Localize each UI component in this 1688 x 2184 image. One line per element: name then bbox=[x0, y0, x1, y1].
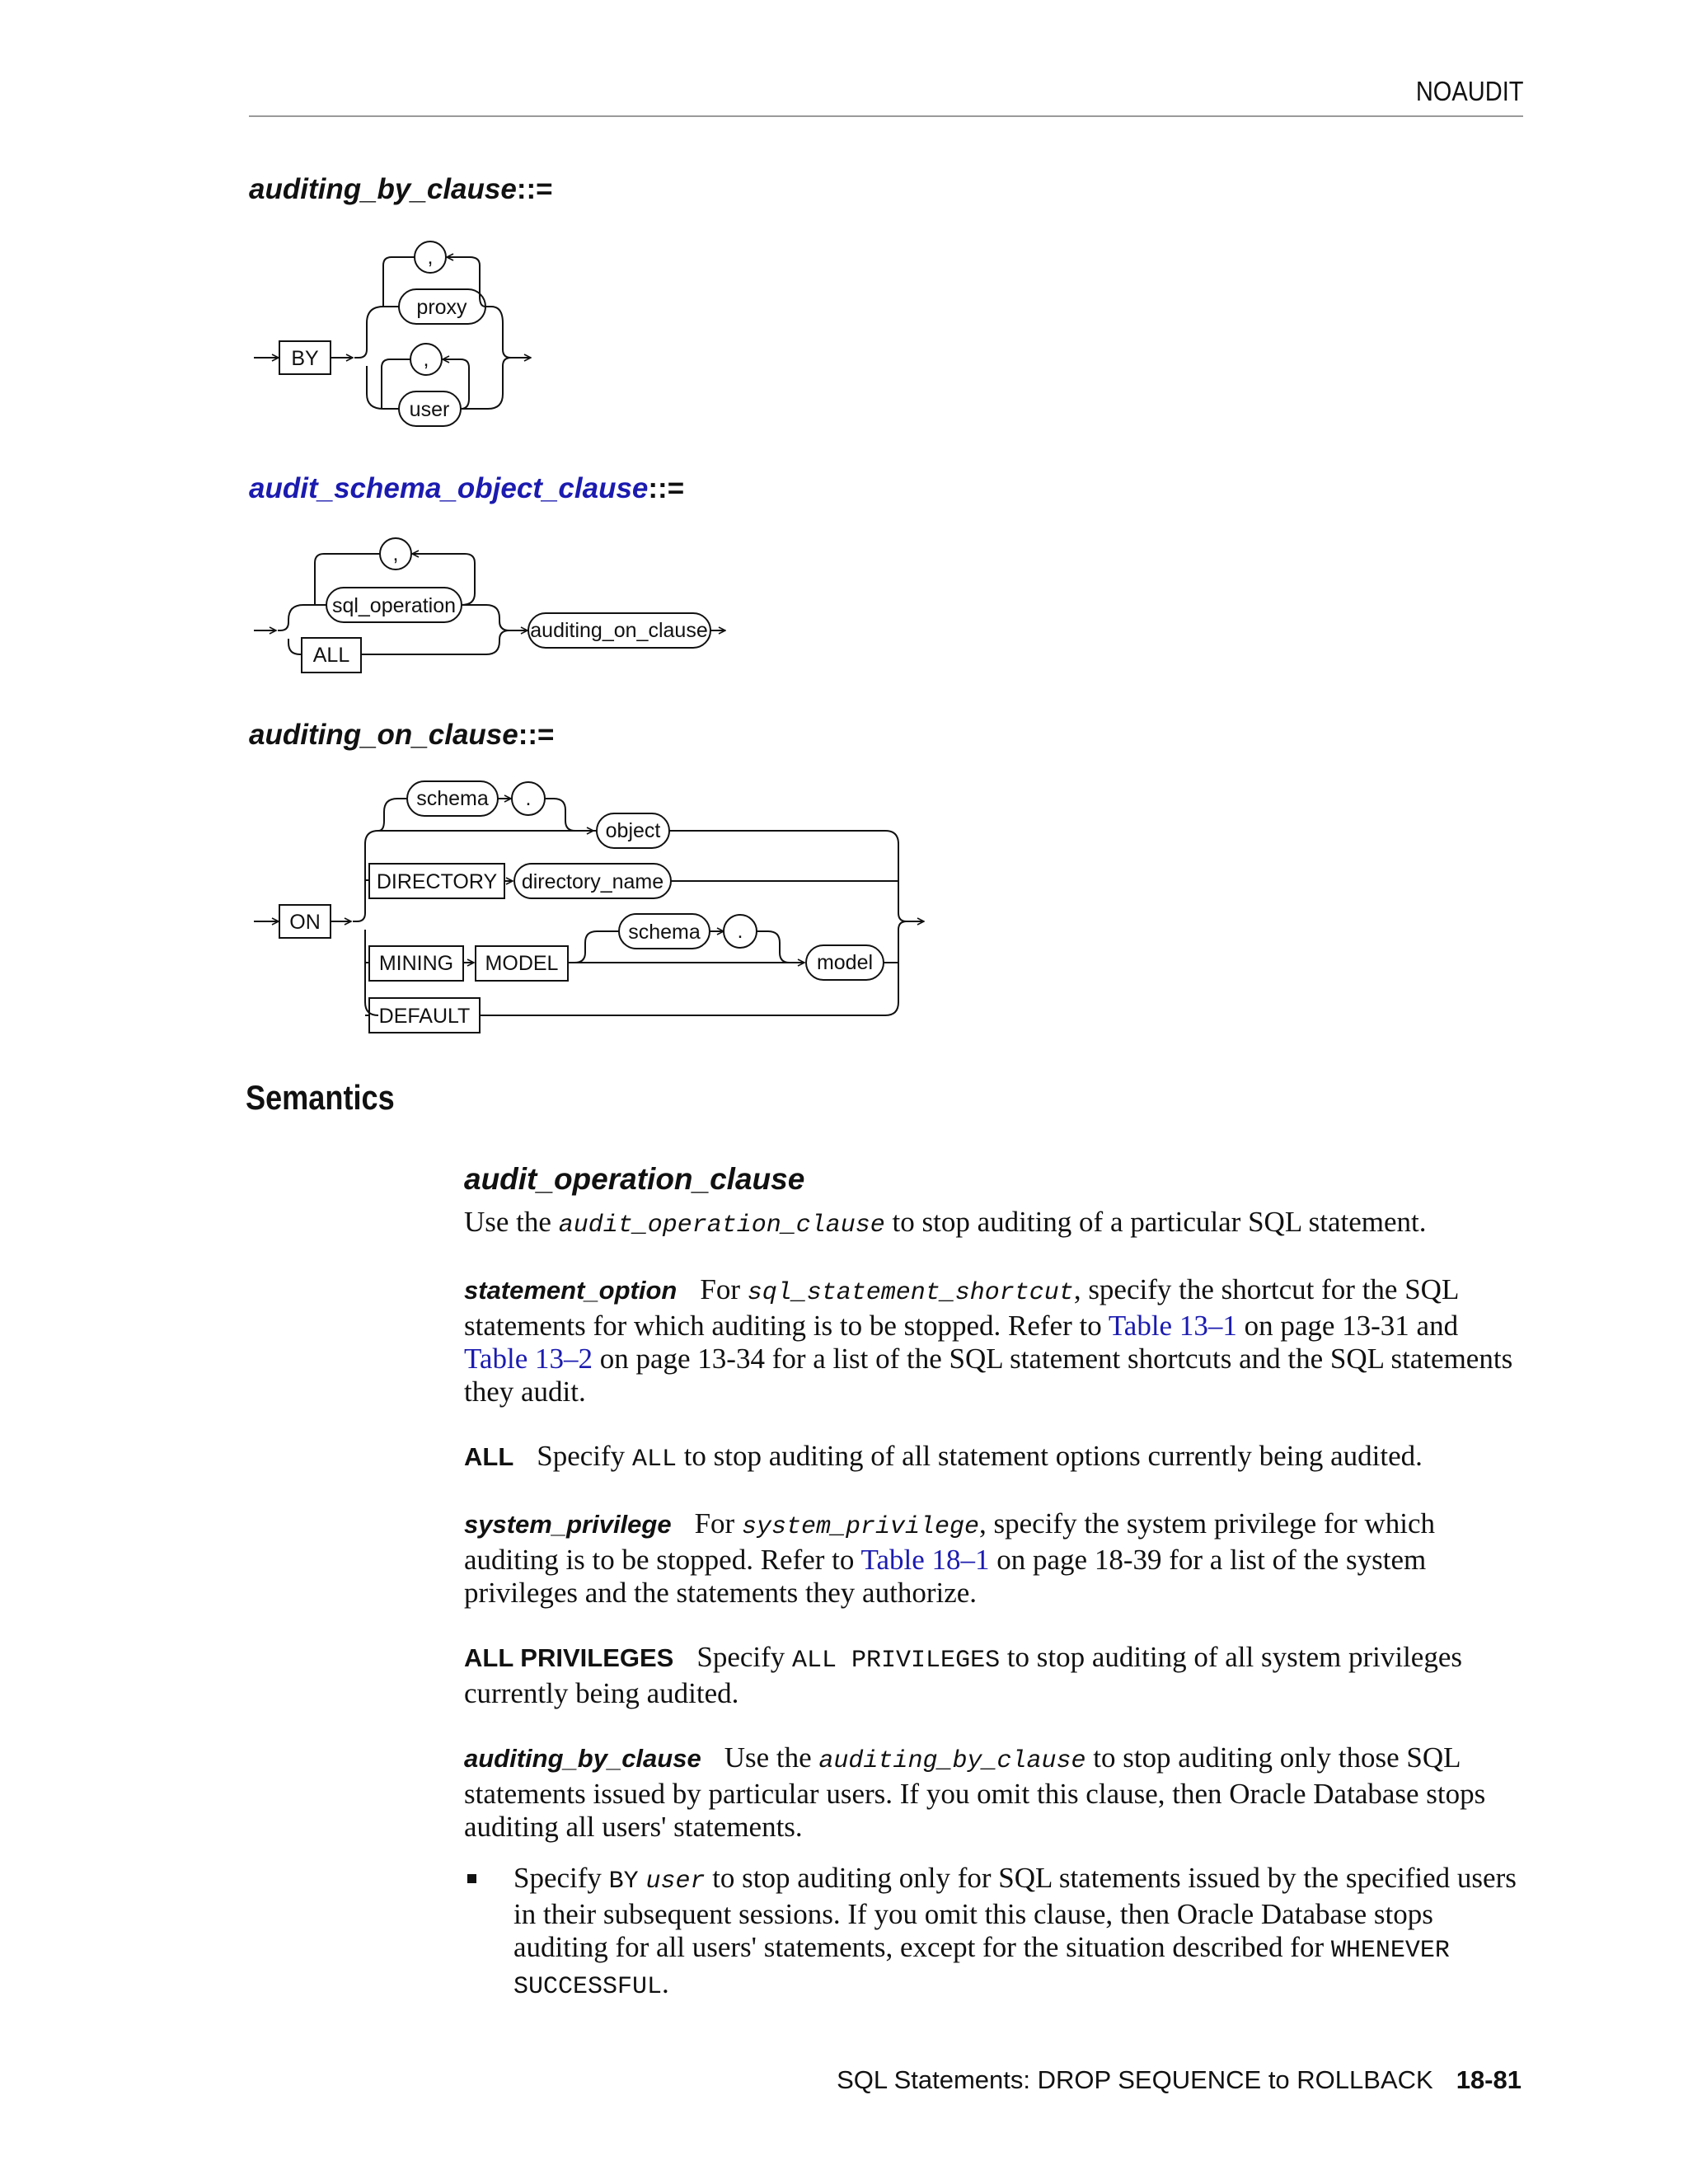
dot-label-2: . bbox=[737, 920, 743, 943]
syntax-operator: ::= bbox=[516, 173, 553, 205]
text: on page 13-31 and bbox=[1236, 1310, 1459, 1342]
syntax-name-link[interactable]: audit_schema_object_clause bbox=[249, 472, 649, 504]
dot-label-1: . bbox=[525, 787, 532, 810]
code-whenever-successful: WHENEVER SUCCESSFUL bbox=[513, 1937, 1450, 2001]
link-table-13-2[interactable]: Table 13–2 bbox=[464, 1343, 593, 1375]
page-footer bbox=[837, 2065, 1522, 2095]
text: Specify bbox=[513, 1862, 609, 1894]
diagram-auditing-by-clause bbox=[254, 241, 531, 426]
bullet-square-icon bbox=[467, 1874, 476, 1883]
term-all-privileges: ALL PRIVILEGES bbox=[464, 1643, 674, 1672]
running-title: NOAUDIT bbox=[1415, 76, 1523, 106]
text: . bbox=[662, 1967, 669, 1999]
comma-label: , bbox=[392, 542, 399, 565]
syntax-operator: ::= bbox=[648, 472, 685, 504]
schema-label-2: schema bbox=[628, 921, 701, 944]
code-by: BY bbox=[608, 1868, 639, 1896]
default-keyword: DEFAULT bbox=[378, 1005, 471, 1028]
text: to stop auditing of all system privileges currently being audited. bbox=[464, 1641, 1462, 1709]
code-all: ALL bbox=[631, 1446, 677, 1474]
intro-paragraph bbox=[464, 1206, 1527, 1242]
by-keyword: BY bbox=[291, 347, 319, 370]
subsection-heading: audit_operation_clause bbox=[464, 1162, 805, 1196]
text: to stop auditing of a particular SQL statement. bbox=[884, 1206, 1427, 1238]
term-auditing-by-clause: auditing_by_clause bbox=[464, 1744, 701, 1773]
text: to stop auditing only those SQL statements issued by particular users. If you omit this clause, then Oracle Database stops auditing all users' statements. bbox=[464, 1741, 1486, 1843]
mining-keyword: MINING bbox=[378, 952, 454, 975]
system-privilege-paragraph bbox=[464, 1507, 1527, 1610]
all-privileges-paragraph bbox=[464, 1641, 1527, 1710]
directory-keyword: DIRECTORY bbox=[376, 870, 498, 893]
diagram-auditing-on-clause bbox=[254, 781, 924, 1033]
footer-text: SQL Statements: DROP SEQUENCE to ROLLBACK bbox=[837, 2065, 1433, 2094]
text: on page 13-34 for a list of the SQL statement shortcuts and the SQL statements they audit. bbox=[464, 1343, 1513, 1408]
syntax-operator: ::= bbox=[518, 719, 555, 751]
text: , specify the shortcut for the SQL statements for which auditing is to be stopped. Refer to bbox=[464, 1273, 1459, 1342]
semantics-heading: Semantics bbox=[246, 1078, 395, 1117]
text: Use the bbox=[464, 1206, 559, 1238]
link-table-18-1[interactable]: Table 18–1 bbox=[860, 1544, 990, 1576]
semantics-content bbox=[464, 1158, 1527, 2004]
term-statement-option: statement_option bbox=[464, 1276, 678, 1305]
all-paragraph bbox=[464, 1440, 1527, 1476]
code-user: user bbox=[645, 1868, 706, 1896]
link-table-13-1[interactable]: Table 13–1 bbox=[1108, 1310, 1237, 1342]
code-all-privileges: ALL PRIVILEGES bbox=[792, 1647, 1001, 1675]
user-label: user bbox=[409, 398, 450, 421]
all-keyword: ALL bbox=[312, 644, 350, 667]
syntax-name: auditing_on_clause bbox=[249, 719, 518, 751]
sql-operation-label: sql_operation bbox=[331, 594, 457, 617]
text: to stop auditing only for SQL statements issued by the specified users in their subsequent sessions. If you omit this clause, then Oracle Database stops auditing for all users' statements, except for the situation described for bbox=[513, 1862, 1517, 1963]
term-all: ALL bbox=[464, 1442, 514, 1471]
object-label: object bbox=[605, 819, 661, 842]
code-auditing-by-clause: auditing_by_clause bbox=[818, 1747, 1086, 1775]
text: For bbox=[694, 1507, 742, 1540]
code-system-privilege: system_privilege bbox=[741, 1513, 980, 1541]
text: on page 18-39 for a list of the system privileges and the statements they authorize. bbox=[464, 1544, 1427, 1609]
text: , specify the system privilege for which auditing is to be stopped. Refer to bbox=[464, 1507, 1436, 1576]
on-keyword: ON bbox=[289, 911, 321, 934]
syntax-name: auditing_by_clause bbox=[249, 173, 517, 205]
schema-label-1: schema bbox=[416, 787, 489, 810]
model-label: model bbox=[816, 951, 874, 974]
directory-name-label: directory_name bbox=[521, 870, 664, 893]
code-sql-statement-shortcut: sql_statement_shortcut bbox=[747, 1279, 1074, 1307]
text: For bbox=[700, 1273, 748, 1305]
bullet-item-by-user bbox=[464, 1862, 1527, 2004]
statement-option-paragraph bbox=[464, 1273, 1527, 1408]
syntax-diagrams bbox=[0, 0, 1688, 1071]
text: Specify bbox=[696, 1641, 793, 1673]
proxy-label: proxy bbox=[416, 296, 467, 319]
code-audit-operation-clause: audit_operation_clause bbox=[558, 1212, 885, 1240]
text: Use the bbox=[724, 1741, 819, 1774]
auditing-on-clause-label: auditing_on_clause bbox=[530, 619, 708, 642]
model-keyword: MODEL bbox=[485, 952, 559, 975]
comma-label-2: , bbox=[423, 348, 429, 371]
term-system-privilege: system_privilege bbox=[464, 1510, 672, 1539]
text: to stop auditing of all statement options currently being audited. bbox=[676, 1440, 1423, 1472]
text: Specify bbox=[537, 1440, 632, 1472]
auditing-by-clause-paragraph bbox=[464, 1741, 1527, 1844]
page-number: 18-81 bbox=[1456, 2065, 1522, 2094]
comma-label-1: , bbox=[427, 246, 434, 269]
